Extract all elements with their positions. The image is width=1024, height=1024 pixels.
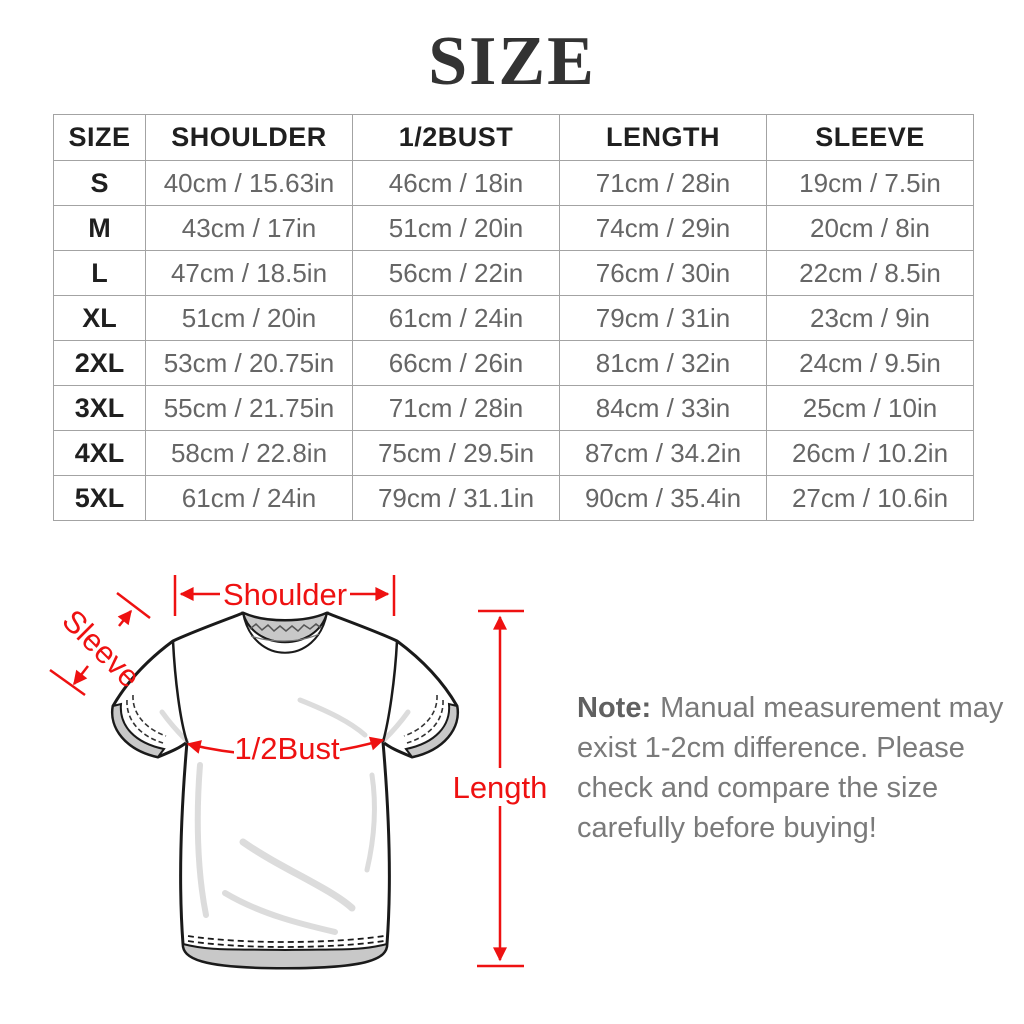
length-cell: 76cm / 30in: [560, 251, 767, 296]
shoulder-cell: 40cm / 15.63in: [146, 161, 353, 206]
size-cell: 4XL: [54, 431, 146, 476]
note-line: exist 1-2cm difference. Please: [577, 732, 965, 764]
shoulder-cell: 55cm / 21.75in: [146, 386, 353, 431]
page-title: SIZE: [428, 23, 596, 100]
shoulder-cell: 43cm / 17in: [146, 206, 353, 251]
bust-cell: 51cm / 20in: [353, 206, 560, 251]
length-label: Length: [452, 770, 548, 805]
sleeve-label: Sleeve: [55, 602, 148, 695]
note-line: [577, 688, 1003, 728]
tshirt-illustration: [112, 613, 457, 968]
shoulder-cell: 61cm / 24in: [146, 476, 353, 521]
note-text: [577, 688, 1003, 848]
column-header-sleeve: SLEEVE: [767, 115, 974, 161]
sleeve-cell: 22cm / 8.5in: [767, 251, 974, 296]
sleeve-cell: 19cm / 7.5in: [767, 161, 974, 206]
column-header-shoulder: SHOULDER: [146, 115, 353, 161]
column-header-length: LENGTH: [560, 115, 767, 161]
length-cell: 79cm / 31in: [560, 296, 767, 341]
note-line-text: Manual measurement may: [660, 692, 1004, 724]
size-cell: L: [54, 251, 146, 296]
sleeve-cell: 20cm / 8in: [767, 206, 974, 251]
shoulder-measure-arrow: [175, 575, 394, 616]
length-measure-arrow: [452, 611, 548, 966]
size-cell: S: [54, 161, 146, 206]
size-cell: XL: [54, 296, 146, 341]
shoulder-cell: 53cm / 20.75in: [146, 341, 353, 386]
bust-cell: 75cm / 29.5in: [353, 431, 560, 476]
column-header-size: SIZE: [54, 115, 146, 161]
size-cell: M: [54, 206, 146, 251]
length-cell: 74cm / 29in: [560, 206, 767, 251]
bust-cell: 56cm / 22in: [353, 251, 560, 296]
tshirt-body-outline: [112, 613, 457, 968]
note-line: carefully before buying!: [577, 812, 877, 844]
bust-cell: 79cm / 31.1in: [353, 476, 560, 521]
bust-cell: 46cm / 18in: [353, 161, 560, 206]
note-line: check and compare the size: [577, 772, 939, 804]
size-cell: 3XL: [54, 386, 146, 431]
size-cell: 2XL: [54, 341, 146, 386]
sleeve-cell: 25cm / 10in: [767, 386, 974, 431]
length-cell: 71cm / 28in: [560, 161, 767, 206]
sleeve-cell: 24cm / 9.5in: [767, 341, 974, 386]
size-cell: 5XL: [54, 476, 146, 521]
length-cell: 87cm / 34.2in: [560, 431, 767, 476]
length-cell: 84cm / 33in: [560, 386, 767, 431]
sleeve-cell: 26cm / 10.2in: [767, 431, 974, 476]
column-header-bust: 1/2BUST: [353, 115, 560, 161]
bust-cell: 66cm / 26in: [353, 341, 560, 386]
length-cell: 90cm / 35.4in: [560, 476, 767, 521]
sleeve-cell: 27cm / 10.6in: [767, 476, 974, 521]
shoulder-cell: 58cm / 22.8in: [146, 431, 353, 476]
shoulder-cell: 51cm / 20in: [146, 296, 353, 341]
shoulder-label: Shoulder: [222, 577, 348, 612]
shoulder-cell: 47cm / 18.5in: [146, 251, 353, 296]
bust-label: 1/2Bust: [234, 731, 340, 766]
note-label: Note:: [577, 692, 652, 724]
bust-cell: 61cm / 24in: [353, 296, 560, 341]
length-cell: 81cm / 32in: [560, 341, 767, 386]
sleeve-measure-arrow: [50, 593, 150, 695]
sleeve-cell: 23cm / 9in: [767, 296, 974, 341]
bust-cell: 71cm / 28in: [353, 386, 560, 431]
